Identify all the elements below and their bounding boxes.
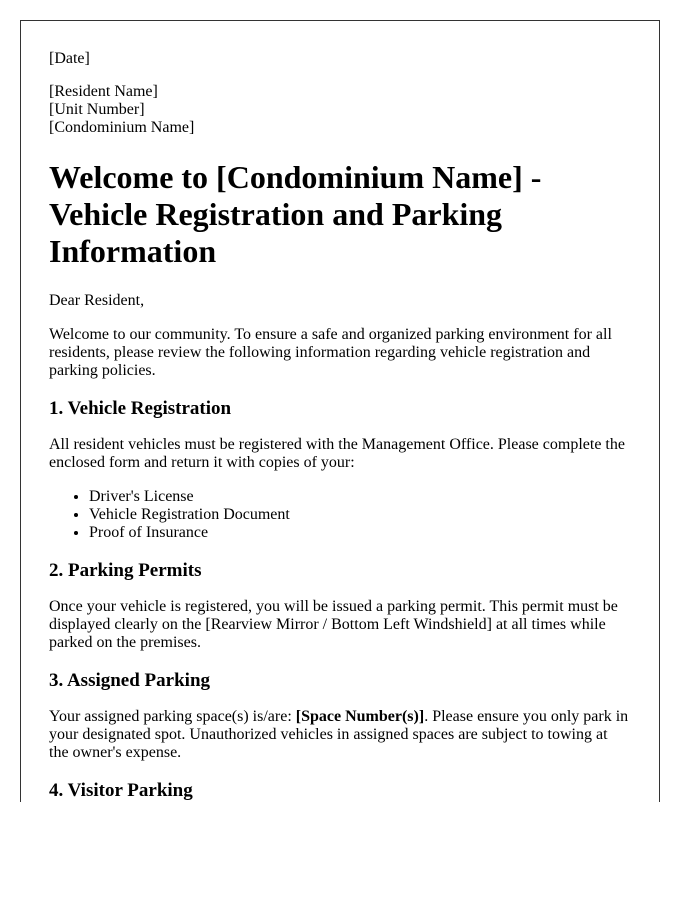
section-visitor-parking (49, 780, 631, 802)
body-text-after: . Please ensure you only park in your designated spot. Unauthorized vehicles in assigned spaces are subject to towing at the owner's expense. (49, 708, 629, 761)
list-item: • Driver's License (89, 488, 631, 506)
recipient-unit: [Unit Number] (49, 101, 145, 118)
section-heading: 2. Parking Permits (49, 560, 202, 581)
body-text-before: Your assigned parking space(s) is/are: (49, 708, 296, 725)
letter-page (20, 20, 660, 802)
section-body: Once your vehicle is registered, you will be issued a parking permit. This permit must be displayed clearly on the [Rearview Mirror / Bottom Left Windshield] at all times while parked on the premises. (49, 598, 618, 651)
space-number-placeholder: [Space Number(s)] (295, 708, 425, 725)
recipient-address (49, 83, 631, 137)
section-heading: 4. Visitor Parking (49, 780, 193, 801)
intro-paragraph: Welcome to our community. To ensure a safe and organized parking environment for all residents, please review the following information regarding vehicle registration and parking policies. (49, 326, 612, 379)
section-body: All resident vehicles must be registered with the Management Office. Please complete the enclosed form and return it with copies of your: (49, 436, 625, 471)
section-vehicle-registration (49, 398, 631, 542)
section-assigned-parking (49, 670, 631, 762)
section-body (49, 708, 631, 762)
section-heading: 3. Assigned Parking (49, 670, 211, 691)
list-item: • Proof of Insurance (89, 524, 631, 542)
section-heading: 1. Vehicle Registration (49, 398, 232, 419)
list-item: • Vehicle Registration Document (89, 506, 631, 524)
recipient-condominium: [Condominium Name] (49, 119, 195, 136)
letter-date: [Date] (49, 50, 90, 67)
salutation: Dear Resident, (49, 292, 145, 309)
recipient-name: [Resident Name] (49, 83, 158, 100)
required-documents-list (49, 488, 631, 542)
section-parking-permits (49, 560, 631, 652)
letter-title: Welcome to [Condominium Name] - Vehicle Registration and Parking Information (49, 159, 542, 269)
